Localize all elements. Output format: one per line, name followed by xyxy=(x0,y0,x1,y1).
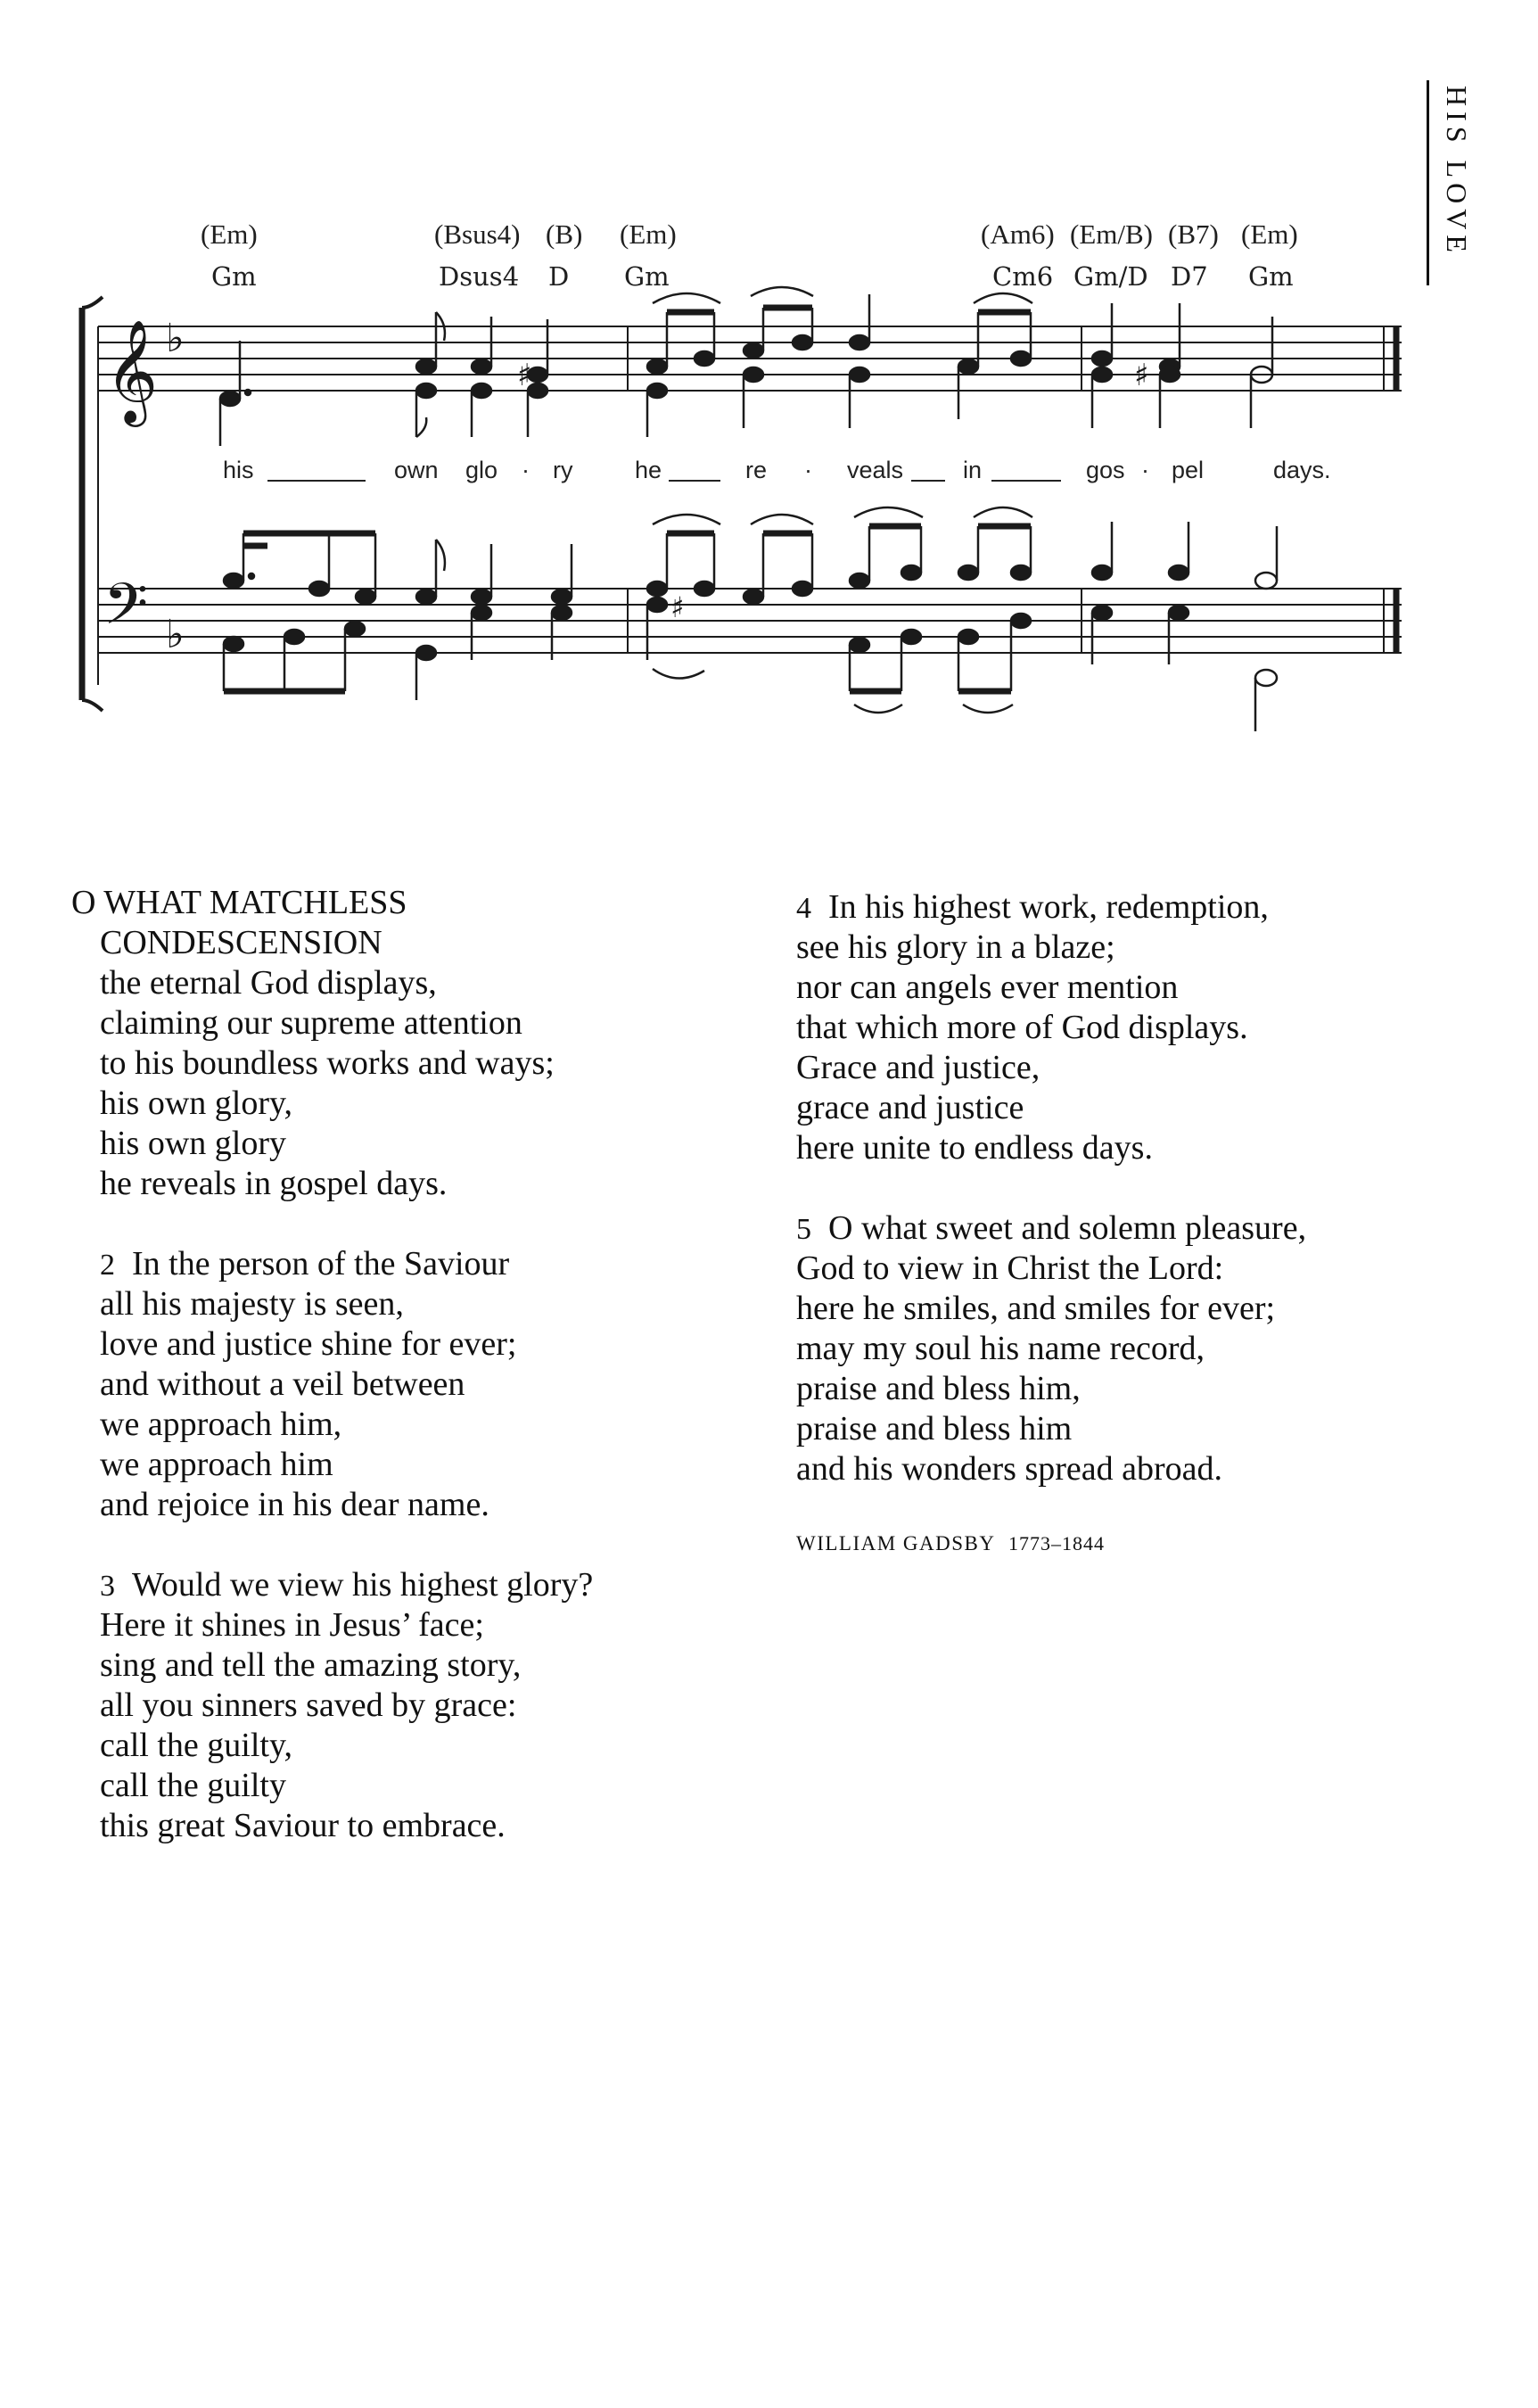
chord-symbol: Cm6 xyxy=(992,261,1054,292)
verse-line: see his glory in a blaze; xyxy=(796,928,1115,966)
chord-symbol: Gm xyxy=(1248,261,1294,292)
verse-line: nor can angels ever mention xyxy=(796,969,1179,1006)
chord-symbol: Gm/D xyxy=(1073,261,1148,292)
chord-symbol: Dsus4 xyxy=(439,261,520,292)
verse-opening: Would we view his highest glory? xyxy=(132,1566,594,1604)
verse-line: praise and bless him, xyxy=(796,1370,1081,1407)
chord-symbol: D xyxy=(548,261,570,292)
chord-symbol: (B7) xyxy=(1168,219,1219,250)
verse-line: and his wonders spread abroad. xyxy=(796,1450,1223,1488)
verse-first-line xyxy=(100,1565,593,1606)
svg-text:𝄢: 𝄢 xyxy=(103,572,149,652)
svg-text:♭: ♭ xyxy=(166,316,185,361)
verse-line: here unite to endless days. xyxy=(796,1129,1153,1167)
svg-text:♯: ♯ xyxy=(1134,358,1149,393)
verse-line: God to view in Christ the Lord: xyxy=(796,1249,1224,1287)
verse-line: this great Saviour to embrace. xyxy=(100,1807,506,1844)
svg-text:𝄞: 𝄞 xyxy=(105,318,159,423)
verse-line: call the guilty, xyxy=(100,1727,292,1764)
verse-number: 5 xyxy=(796,1213,811,1246)
chord-symbol: (Bsus4) xyxy=(434,219,521,250)
verse-line: we approach him xyxy=(100,1446,333,1483)
section-tab-label: HIS LOVE xyxy=(1441,86,1473,258)
lyric-hyphen: · xyxy=(804,457,812,483)
chord-symbol: D7 xyxy=(1171,261,1208,292)
lyric-hyphen: · xyxy=(1141,457,1149,483)
svg-text:♯: ♯ xyxy=(670,590,685,624)
author-name: WILLIAM GADSBY xyxy=(796,1532,996,1554)
verse-line: grace and justice xyxy=(796,1089,1024,1126)
chord-symbol: (Em/B) xyxy=(1070,219,1153,250)
lyric-syllable: ry xyxy=(553,457,573,483)
verse-line: CONDESCENSION xyxy=(100,924,382,961)
extender-line xyxy=(911,480,945,482)
lyric-syllable: pel xyxy=(1172,457,1205,483)
chord-symbol: (B) xyxy=(546,219,583,250)
verse-first-line: O WHAT MATCHLESS xyxy=(71,884,407,921)
extender-line xyxy=(991,480,1061,482)
lyric-syllable: days. xyxy=(1273,457,1331,483)
lyric-syllable: gos xyxy=(1086,457,1125,483)
verse-line: that which more of God displays. xyxy=(796,1009,1248,1046)
lyric-syllable: his xyxy=(223,457,254,483)
verse-number: 4 xyxy=(796,892,811,925)
lyric-syllable: re xyxy=(745,457,768,483)
verse-opening: O what sweet and solemn pleasure, xyxy=(828,1209,1307,1247)
extender-line xyxy=(267,480,366,482)
chord-symbol: (Em) xyxy=(1241,219,1298,250)
music-score xyxy=(0,0,1538,731)
verse-line: Here it shines in Jesus’ face; xyxy=(100,1606,484,1644)
verse-first-line xyxy=(796,887,1269,928)
verse-line: claiming our supreme attention xyxy=(100,1004,522,1042)
verse-line: and rejoice in his dear name. xyxy=(100,1486,489,1523)
verse-line: praise and bless him xyxy=(796,1410,1073,1447)
lyric-syllable: own xyxy=(394,457,439,483)
verse-line: he reveals in gospel days. xyxy=(100,1165,448,1202)
verse-line: his own glory xyxy=(100,1125,286,1162)
verse-line: may my soul his name record, xyxy=(796,1330,1205,1367)
chord-symbol: Gm xyxy=(624,261,670,292)
verse-first-line xyxy=(100,1244,509,1285)
verse-line: sing and tell the amazing story, xyxy=(100,1646,522,1684)
verse-line: all his majesty is seen, xyxy=(100,1285,404,1323)
lyric-syllable: glo xyxy=(465,457,498,483)
lyric-syllable: he xyxy=(635,457,662,483)
verse-line: his own glory, xyxy=(100,1084,293,1122)
verse-line: to his boundless works and ways; xyxy=(100,1044,555,1082)
lyric-syllable: in xyxy=(963,457,983,483)
chord-symbol: (Em) xyxy=(201,219,258,250)
chord-symbol: Gm xyxy=(211,261,257,292)
lyric-syllable: veals xyxy=(847,457,904,483)
verse-line: Grace and justice, xyxy=(796,1049,1040,1086)
verse-line: love and justice shine for ever; xyxy=(100,1325,517,1363)
verse-first-line xyxy=(796,1208,1306,1249)
verse-opening: In the person of the Saviour xyxy=(132,1245,510,1282)
lyric-hyphen: · xyxy=(522,457,530,483)
extender-line xyxy=(669,480,720,482)
verse-number: 3 xyxy=(100,1570,115,1603)
verse-line: here he smiles, and smiles for ever; xyxy=(796,1290,1276,1327)
verse-line: the eternal God displays, xyxy=(100,964,437,1002)
svg-text:♭: ♭ xyxy=(166,612,185,657)
verse-opening: In his highest work, redemption, xyxy=(828,888,1269,926)
verse-line: all you sinners saved by grace: xyxy=(100,1686,517,1724)
verse-number: 2 xyxy=(100,1249,115,1282)
chord-symbol: (Em) xyxy=(620,219,677,250)
author-credit xyxy=(796,1532,1105,1555)
verse-line: and without a veil between xyxy=(100,1365,465,1403)
verse-line: we approach him, xyxy=(100,1406,342,1443)
svg-text:♯: ♯ xyxy=(517,358,532,393)
author-years: 1773–1844 xyxy=(1008,1532,1106,1554)
chord-symbol: (Am6) xyxy=(981,219,1055,250)
verse-line: call the guilty xyxy=(100,1767,286,1804)
